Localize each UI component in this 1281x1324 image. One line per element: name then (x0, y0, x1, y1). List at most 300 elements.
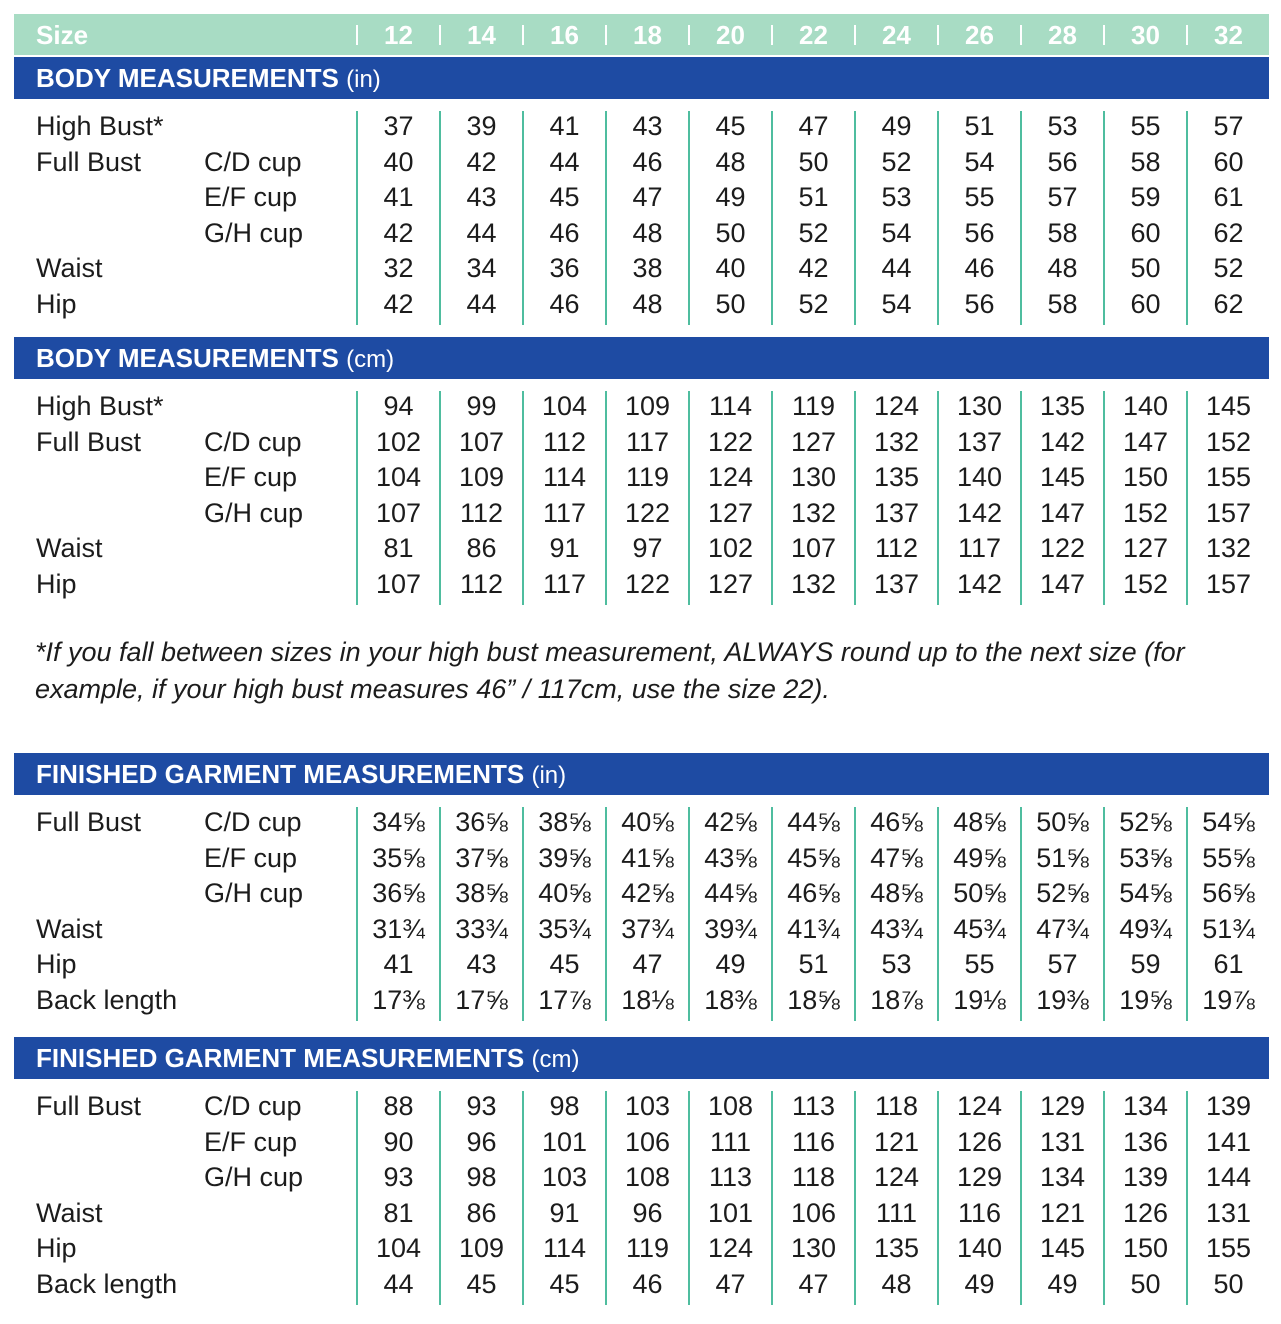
table-cell: 58 (1047, 217, 1078, 248)
table-cell: 42⅝ (621, 878, 674, 909)
table-cell: 117 (957, 533, 1002, 564)
table-cell: 45 (549, 1269, 580, 1299)
table-cell: 42 (798, 253, 829, 284)
table-cell: 142 (1039, 426, 1086, 457)
table-cell: 119 (791, 391, 836, 421)
table-cell: 50⅝ (953, 878, 1006, 909)
table-cell: 155 (1205, 1233, 1252, 1264)
table-cell: 57 (1213, 111, 1244, 141)
table-cell: 147 (1039, 569, 1086, 599)
table-cell: 44 (466, 217, 497, 248)
table-cell: 113 (708, 1162, 753, 1193)
table-cell: 44 (383, 1269, 414, 1299)
size-column-26: 26 (965, 20, 994, 50)
row-label: Back length (36, 985, 178, 1015)
table-cell: 112 (874, 533, 919, 564)
table-cell: 51 (798, 949, 829, 980)
table-cell: 52 (1213, 253, 1244, 284)
table-cell: 81 (383, 1197, 414, 1228)
table-cell: 107 (458, 426, 505, 457)
cup-label: G/H cup (204, 217, 304, 248)
table-row (0, 459, 1281, 495)
table-row (0, 1159, 1281, 1195)
row-label: Full Bust (36, 426, 142, 457)
table-cell: 50 (1213, 1269, 1244, 1299)
table-cell: 53⅝ (1119, 842, 1172, 873)
table-cell: 150 (1122, 462, 1169, 493)
table-cell: 135 (873, 1233, 920, 1264)
table-cell: 101 (707, 1197, 754, 1228)
table-cell: 40 (715, 253, 746, 284)
table-cell: 86 (466, 1197, 497, 1228)
table-cell: 127 (707, 497, 754, 528)
table-cell: 53 (881, 949, 912, 980)
table-cell: 39 (466, 111, 497, 141)
table-cell: 36⅝ (455, 807, 508, 837)
table-cell: 44 (549, 146, 580, 177)
row-label: Hip (36, 289, 77, 319)
table-cell: 113 (791, 1091, 836, 1121)
table-cell: 45¾ (953, 913, 1006, 944)
row-label: Waist (36, 913, 103, 944)
row-label: Hip (36, 1233, 77, 1264)
table-cell: 86 (466, 533, 497, 564)
table-row (0, 804, 1281, 840)
table-cell: 43 (632, 111, 663, 141)
table-cell: 126 (1122, 1197, 1169, 1228)
table-cell: 134 (1039, 1162, 1086, 1193)
table-cell: 142 (956, 569, 1003, 599)
table-cell: 104 (541, 391, 588, 421)
table-cell: 96 (466, 1126, 497, 1157)
table-cell: 61 (1213, 182, 1244, 213)
table-cell: 48 (632, 289, 663, 319)
table-cell: 140 (956, 1233, 1003, 1264)
table-cell: 111 (875, 1197, 918, 1228)
size-column-22: 22 (799, 20, 828, 50)
table-cell: 50 (1130, 253, 1161, 284)
table-cell: 49 (1047, 1269, 1078, 1299)
table-cell: 47⅝ (870, 842, 923, 873)
table-cell: 97 (632, 533, 663, 564)
size-column-18: 18 (633, 20, 662, 50)
table-cell: 124 (956, 1091, 1003, 1121)
row-label: Full Bust (36, 1091, 142, 1121)
table-cell: 129 (956, 1162, 1003, 1193)
table-cell: 42⅝ (704, 807, 757, 837)
table-cell: 55 (1130, 111, 1161, 141)
table-cell: 109 (624, 391, 671, 421)
table-cell: 108 (707, 1091, 754, 1121)
table-cell: 59 (1130, 949, 1161, 980)
table-cell: 19⅛ (953, 985, 1006, 1015)
table-cell: 119 (625, 1233, 670, 1264)
table-cell: 157 (1205, 497, 1252, 528)
table-cell: 47 (798, 111, 829, 141)
table-cell: 137 (956, 426, 1003, 457)
table-cell: 139 (1205, 1091, 1252, 1121)
table-cell: 61 (1213, 949, 1244, 980)
table-cell: 40⅝ (621, 807, 674, 837)
table-cell: 129 (1039, 1091, 1086, 1121)
cup-label: C/D cup (204, 807, 302, 837)
table-cell: 107 (375, 497, 422, 528)
size-column-30: 30 (1131, 20, 1160, 50)
table-cell: 62 (1213, 289, 1244, 319)
table-cell: 46⅝ (870, 807, 923, 837)
row-label: Back length (36, 1269, 178, 1299)
table-cell: 134 (1122, 1091, 1169, 1121)
table-cell: 47 (632, 182, 663, 213)
table-cell: 152 (1122, 569, 1169, 599)
size-column-12: 12 (384, 20, 413, 50)
table-cell: 49 (715, 949, 746, 980)
table-cell: 38⅝ (455, 878, 508, 909)
section-title: BODY MEASUREMENTS (36, 343, 339, 373)
table-row (0, 1088, 1281, 1124)
table-cell: 17⅞ (538, 985, 591, 1015)
table-cell: 44⅝ (787, 807, 840, 837)
table-cell: 44⅝ (704, 878, 757, 909)
table-cell: 46 (632, 1269, 663, 1299)
table-cell: 31¾ (372, 913, 425, 944)
table-cell: 141 (1205, 1126, 1252, 1157)
table-cell: 51 (964, 111, 995, 141)
table-cell: 45⅝ (787, 842, 840, 873)
table-row (0, 1124, 1281, 1160)
table-cell: 45 (715, 111, 746, 141)
table-cell: 126 (956, 1126, 1003, 1157)
table-cell: 19⅝ (1119, 985, 1172, 1015)
table-cell: 124 (873, 1162, 920, 1193)
table-cell: 144 (1205, 1162, 1252, 1193)
table-cell: 32 (383, 253, 414, 284)
table-cell: 93 (466, 1091, 497, 1121)
footnote: *If you fall between sizes in your high bust measurement, ALWAYS round up to the next size (for example, if your high bust measures 46” / 117cm, use the size 22). (35, 637, 1185, 704)
table-cell: 130 (790, 462, 837, 493)
table-cell: 124 (707, 462, 754, 493)
table-cell: 45 (549, 182, 580, 213)
table-cell: 58 (1047, 289, 1078, 319)
table-row (0, 530, 1281, 566)
table-cell: 56 (1047, 146, 1078, 177)
table-cell: 57 (1047, 949, 1078, 980)
table-cell: 36⅝ (372, 878, 425, 909)
table-cell: 107 (790, 533, 837, 564)
size-column-20: 20 (716, 20, 745, 50)
table-cell: 96 (632, 1197, 663, 1228)
table-row (0, 946, 1281, 982)
table-cell: 88 (383, 1091, 414, 1121)
table-row (0, 179, 1281, 215)
table-row (0, 875, 1281, 911)
table-row (0, 215, 1281, 251)
table-cell: 57 (1047, 182, 1078, 213)
section-header-body-in (14, 57, 1269, 99)
table-row (0, 250, 1281, 286)
cup-label: C/D cup (204, 146, 302, 177)
table-cell: 42 (383, 217, 414, 248)
size-column-24: 24 (882, 20, 911, 50)
table-cell: 47 (715, 1269, 746, 1299)
table-cell: 46⅝ (787, 878, 840, 909)
table-cell: 42 (466, 146, 497, 177)
table-cell: 98 (466, 1162, 497, 1193)
table-cell: 140 (1122, 391, 1169, 421)
table-cell: 54 (881, 217, 912, 248)
table-cell: 17⅝ (455, 985, 508, 1015)
row-label: Full Bust (36, 146, 142, 177)
table-cell: 118 (791, 1162, 836, 1193)
section-title: FINISHED GARMENT MEASUREMENTS (36, 1043, 525, 1073)
table-cell: 116 (957, 1197, 1002, 1228)
table-cell: 52 (798, 289, 829, 319)
section-unit: (cm) (346, 346, 395, 373)
table-cell: 43 (466, 182, 497, 213)
table-cell: 91 (549, 1197, 580, 1228)
cup-label: G/H cup (204, 1162, 304, 1193)
table-cell: 56 (964, 217, 995, 248)
cup-label: E/F cup (204, 1126, 298, 1157)
table-cell: 137 (873, 497, 920, 528)
cup-label: E/F cup (204, 462, 298, 493)
table-cell: 54⅝ (1119, 878, 1172, 909)
table-cell: 55 (964, 949, 995, 980)
table-row (0, 1230, 1281, 1266)
table-cell: 53 (881, 182, 912, 213)
table-cell: 56 (964, 289, 995, 319)
table-cell: 135 (1039, 391, 1086, 421)
table-cell: 45 (549, 949, 580, 980)
size-header-label: Size (36, 20, 89, 50)
table-cell: 35¾ (538, 913, 591, 944)
table-cell: 38 (632, 253, 663, 284)
table-cell: 103 (624, 1091, 671, 1121)
table-cell: 34 (466, 253, 497, 284)
table-cell: 48 (881, 1269, 912, 1299)
row-label: Hip (36, 949, 77, 980)
table-cell: 91 (549, 533, 580, 564)
table-cell: 132 (1205, 533, 1252, 564)
table-cell: 52 (881, 146, 912, 177)
table-cell: 117 (625, 426, 670, 457)
table-cell: 51 (798, 182, 829, 213)
table-cell: 50 (715, 289, 746, 319)
table-cell: 55 (964, 182, 995, 213)
table-cell: 33¾ (455, 913, 508, 944)
table-row (0, 144, 1281, 180)
table-cell: 38⅝ (538, 807, 591, 837)
table-cell: 131 (1039, 1126, 1086, 1157)
table-cell: 122 (707, 426, 754, 457)
table-cell: 36 (549, 253, 580, 284)
table-cell: 48⅝ (953, 807, 1006, 837)
table-cell: 54⅝ (1202, 807, 1255, 837)
table-cell: 50 (1130, 1269, 1161, 1299)
table-cell: 37¾ (621, 913, 674, 944)
table-cell: 42 (383, 289, 414, 319)
table-cell: 132 (790, 569, 837, 599)
table-cell: 111 (709, 1126, 752, 1157)
table-cell: 90 (383, 1126, 414, 1157)
cup-label: E/F cup (204, 182, 298, 213)
cup-label: C/D cup (204, 1091, 302, 1121)
table-row (0, 495, 1281, 531)
table-cell: 81 (383, 533, 414, 564)
table-cell: 124 (873, 391, 920, 421)
table-cell: 43⅝ (704, 842, 757, 873)
table-cell: 106 (624, 1126, 671, 1157)
table-row (0, 566, 1281, 602)
table-cell: 17⅜ (372, 985, 425, 1015)
size-column-32: 32 (1214, 20, 1243, 50)
table-cell: 112 (459, 497, 504, 528)
row-label: Full Bust (36, 807, 142, 837)
table-cell: 41 (383, 949, 414, 980)
table-cell: 127 (707, 569, 754, 599)
table-cell: 54 (881, 289, 912, 319)
table-cell: 56⅝ (1202, 878, 1255, 909)
section-title: FINISHED GARMENT MEASUREMENTS (36, 759, 525, 789)
size-column-14: 14 (467, 20, 496, 50)
table-cell: 46 (549, 289, 580, 319)
table-cell: 39¾ (704, 913, 757, 944)
table-cell: 114 (708, 391, 753, 421)
table-row (0, 388, 1281, 424)
table-cell: 114 (542, 462, 587, 493)
table-cell: 49 (715, 182, 746, 213)
table-cell: 50⅝ (1036, 807, 1089, 837)
table-cell: 145 (1039, 1233, 1086, 1264)
table-cell: 44 (881, 253, 912, 284)
table-cell: 39⅝ (538, 842, 591, 873)
table-cell: 124 (707, 1233, 754, 1264)
table-cell: 140 (956, 462, 1003, 493)
table-row (0, 108, 1281, 144)
table-cell: 109 (458, 462, 505, 493)
table-cell: 19⅞ (1202, 985, 1255, 1015)
table-cell: 52⅝ (1036, 878, 1089, 909)
section-header-finished-cm (14, 1037, 1269, 1079)
table-cell: 104 (375, 1233, 422, 1264)
table-cell: 121 (1039, 1197, 1086, 1228)
table-cell: 47 (632, 949, 663, 980)
row-label: Waist (36, 253, 103, 284)
table-cell: 117 (542, 569, 587, 599)
table-cell: 118 (874, 1091, 919, 1121)
table-cell: 104 (375, 462, 422, 493)
table-cell: 102 (375, 426, 422, 457)
table-cell: 52 (798, 217, 829, 248)
table-cell: 157 (1205, 569, 1252, 599)
cup-label: C/D cup (204, 426, 302, 457)
table-cell: 40⅝ (538, 878, 591, 909)
table-cell: 53 (1047, 111, 1078, 141)
table-cell: 122 (624, 569, 671, 599)
table-cell: 54 (964, 146, 995, 177)
table-cell: 130 (956, 391, 1003, 421)
table-cell: 19⅜ (1036, 985, 1089, 1015)
table-cell: 121 (873, 1126, 920, 1157)
row-label: High Bust* (36, 391, 164, 421)
table-cell: 145 (1205, 391, 1252, 421)
table-cell: 132 (790, 497, 837, 528)
row-label: Waist (36, 533, 103, 564)
table-cell: 99 (466, 391, 497, 421)
table-cell: 106 (790, 1197, 837, 1228)
table-cell: 46 (632, 146, 663, 177)
table-cell: 50 (798, 146, 829, 177)
table-cell: 60 (1130, 217, 1161, 248)
table-cell: 94 (383, 391, 414, 421)
table-cell: 130 (790, 1233, 837, 1264)
table-row (0, 1195, 1281, 1231)
table-cell: 49⅝ (953, 842, 1006, 873)
table-cell: 98 (549, 1091, 580, 1121)
cup-label: E/F cup (204, 842, 298, 873)
table-cell: 48 (632, 217, 663, 248)
table-cell: 35⅝ (372, 842, 425, 873)
table-cell: 49 (964, 1269, 995, 1299)
table-cell: 18⅝ (787, 985, 840, 1015)
table-cell: 107 (375, 569, 422, 599)
row-label: High Bust* (36, 111, 164, 141)
table-cell: 142 (956, 497, 1003, 528)
table-cell: 55⅝ (1202, 842, 1255, 873)
table-cell: 122 (624, 497, 671, 528)
table-row (0, 1266, 1281, 1302)
table-cell: 135 (873, 462, 920, 493)
table-cell: 114 (542, 1233, 587, 1264)
table-row (0, 911, 1281, 947)
table-cell: 18⅜ (704, 985, 757, 1015)
table-cell: 116 (791, 1126, 836, 1157)
section-title: BODY MEASUREMENTS (36, 63, 339, 93)
table-cell: 145 (1039, 462, 1086, 493)
table-cell: 18⅞ (870, 985, 923, 1015)
table-cell: 46 (549, 217, 580, 248)
table-cell: 127 (790, 426, 837, 457)
table-cell: 131 (1205, 1197, 1252, 1228)
table-cell: 48⅝ (870, 878, 923, 909)
table-cell: 60 (1130, 289, 1161, 319)
section-header-body-cm (14, 337, 1269, 379)
table-cell: 127 (1122, 533, 1169, 564)
table-cell: 93 (383, 1162, 414, 1193)
table-cell: 47 (798, 1269, 829, 1299)
section-header-finished-in (14, 753, 1269, 795)
table-cell: 41 (383, 182, 414, 213)
table-row (0, 840, 1281, 876)
row-label: Waist (36, 1197, 103, 1228)
table-cell: 48 (715, 146, 746, 177)
table-cell: 40 (383, 146, 414, 177)
table-cell: 60 (1213, 146, 1244, 177)
table-cell: 41 (549, 111, 580, 141)
table-cell: 101 (541, 1126, 588, 1157)
cup-label: G/H cup (204, 497, 304, 528)
size-column-16: 16 (550, 20, 579, 50)
table-cell: 117 (542, 497, 587, 528)
table-cell: 119 (625, 462, 670, 493)
table-cell: 50 (715, 217, 746, 248)
table-cell: 112 (542, 426, 587, 457)
table-cell: 152 (1205, 426, 1252, 457)
table-cell: 45 (466, 1269, 497, 1299)
table-cell: 51⅝ (1036, 842, 1089, 873)
table-cell: 132 (873, 426, 920, 457)
table-cell: 112 (459, 569, 504, 599)
